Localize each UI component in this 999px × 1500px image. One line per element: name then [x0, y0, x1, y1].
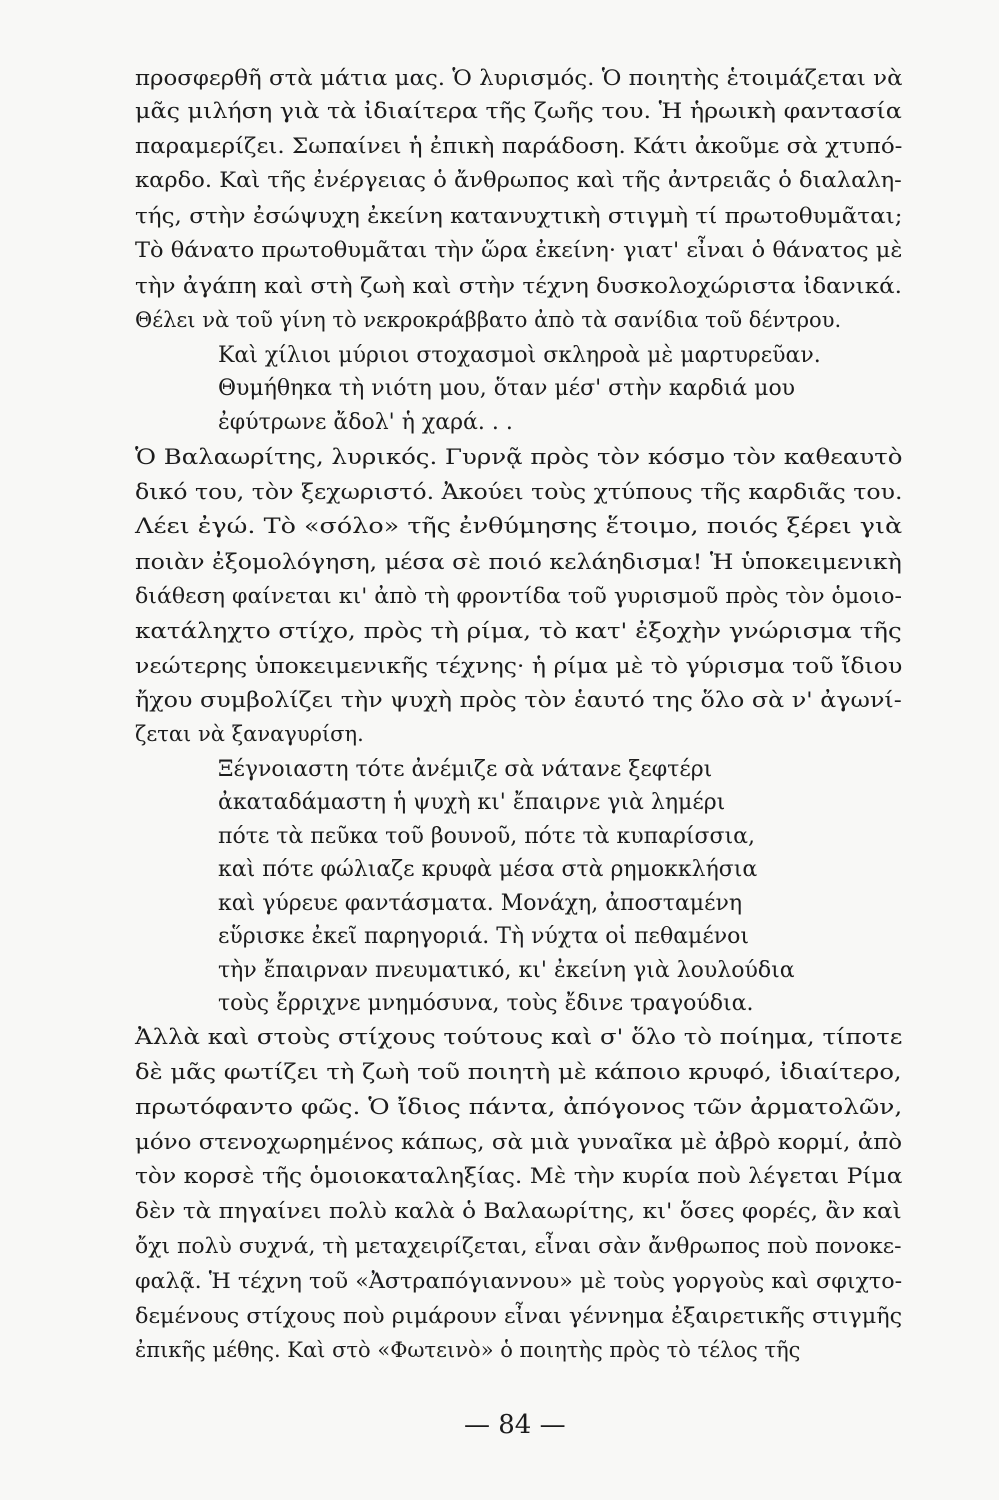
text-line: διάθεση φαίνεται κι' ἀπὸ τὴ φροντίδα τοῦ γυρισμοῦ πρὸς τὸν ὁμοιο- [135, 584, 902, 608]
verse-line: τὴν ἔπαιρναν πνευματικό, κι' ἐκείνη γιὰ λουλούδια [218, 958, 795, 983]
text-line: καρδο. Καὶ τῆς ἐνέργειας ὁ ἄνθρωπος καὶ τῆς ἀντρειᾶς ὁ διαλαλη- [135, 168, 902, 192]
verse-line: ἀκαταδάμαστη ἡ ψυχὴ κι' ἔπαιρνε γιὰ λημέρι [218, 790, 726, 815]
text-line: Τὸ θάνατο πρωτοθυμᾶται τὴν ὥρα ἐκείνη· γιατ' εἶναι ὁ θάνατος μὲ [135, 238, 903, 262]
text-line: ζεται νὰ ξαναγυρίση. [135, 722, 364, 746]
text-line: τὴν ἀγάπη καὶ στὴ ζωὴ καὶ στὴν τέχνη δυσκολοχώριστα ἰδανικά. [135, 274, 902, 298]
text-line: μόνο στενοχωρημένος κάπως, σὰ μιὰ γυναῖκα μὲ ἀβρὸ κορμί, ἀπὸ [135, 1130, 903, 1154]
text-line: Ὁ Βαλαωρίτης, λυρικός. Γυρνᾷ πρὸς τὸν κόσμο τὸν καθεαυτὸ [135, 445, 903, 469]
text-line: πρωτόφαντο φῶς. Ὁ ἴδιος πάντα, ἀπόγονος τῶν ἀρματολῶν, [135, 1095, 903, 1119]
text-line: δικό του, τὸν ξεχωριστό. Ἀκούει τοὺς χτύπους τῆς καρδιᾶς του. [135, 480, 903, 504]
text-line: δὲ μᾶς φωτίζει τὴ ζωὴ τοῦ ποιητὴ μὲ κάποιο κρυφό, ἰδιαίτερο, [135, 1060, 902, 1084]
verse-line: Ξέγνοιαστη τότε ἀνέμιζε σὰ νάτανε ξεφτέρι [218, 757, 713, 782]
text-line: δὲν τὰ πηγαίνει πολὺ καλὰ ὁ Βαλαωρίτης, κι' ὅσες φορές, ἂν καὶ [135, 1199, 902, 1223]
text-line: Λέει ἐγώ. Τὸ «σόλο» τῆς ἐνθύμησης ἕτοιμο, ποιός ξέρει γιὰ [135, 514, 903, 538]
text-line: τής, στὴν ἐσώψυχη ἐκείνη κατανυχτικὴ στιγμὴ τί πρωτοθυμᾶται; [135, 204, 903, 228]
verse-line: εὕρισκε ἐκεῖ παρηγοριά. Τὴ νύχτα οἱ πεθαμένοι [218, 924, 749, 949]
text-line: Θέλει νὰ τοῦ γίνη τὸ νεκροκράββατο ἀπὸ τὰ σανίδια τοῦ δέντρου. [135, 308, 842, 332]
text-line: δεμένους στίχους ποὺ ριμάρουν εἶναι γέννημα ἐξαιρετικῆς στιγμῆς [135, 1304, 903, 1328]
text-line: νεώτερης ὑποκειμενικῆς τέχνης· ἡ ρίμα μὲ τὸ γύρισμα τοῦ ἴδιου [135, 654, 903, 678]
verse-line: Καὶ χίλιοι μύριοι στοχασμοὶ σκληροὰ μὲ μαρτυρεῦαν. [218, 343, 821, 368]
verse-line: πότε τὰ πεῦκα τοῦ βουνοῦ, πότε τὰ κυπαρίσσια, [218, 824, 756, 849]
text-line: ὄχι πολὺ συχνά, τὴ μεταχειρίζεται, εἶναι σὰν ἄνθρωπος ποὺ πονοκε- [135, 1234, 902, 1258]
text-line: προσφερθῆ στὰ μάτια μας. Ὁ λυρισμός. Ὁ ποιητὴς ἑτοιμάζεται νὰ [135, 66, 903, 90]
text-line: Ἀλλὰ καὶ στοὺς στίχους τούτους καὶ σ' ὅλο τὸ ποίημα, τίποτε [135, 1025, 903, 1049]
page-number: — 84 — [464, 1410, 566, 1440]
text-line: ἤχου συμβολίζει τὴν ψυχὴ πρὸς τὸν ἑαυτό της ὅλο σὰ ν' ἀγωνί- [135, 688, 902, 712]
text-line: παραμερίζει. Σωπαίνει ἡ ἐπικὴ παράδοση. Κάτι ἀκοῦμε σὰ χτυπό- [135, 134, 903, 158]
text-line: ἐπικῆς μέθης. Καὶ στὸ «Φωτεινὸ» ὁ ποιητὴς πρὸς τὸ τέλος τῆς [135, 1338, 801, 1362]
verse-line: τοὺς ἔρριχνε μνημόσυνα, τοὺς ἔδινε τραγούδια. [218, 991, 754, 1016]
verse-line: καὶ γύρευε φαντάσματα. Μονάχη, ἀποσταμένη [218, 891, 743, 916]
verse-line: καὶ πότε φώλιαζε κρυφὰ μέσα στὰ ρημοκκλήσια [218, 857, 758, 882]
text-line: κατάληχτο στίχο, πρὸς τὴ ρίμα, τὸ κατ' ἐξοχὴν γνώρισμα τῆς [135, 619, 902, 643]
text-line: μᾶς μιλήση γιὰ τὰ ἰδιαίτερα τῆς ζωῆς του. Ἡ ἡρωικὴ φαντασία [135, 99, 902, 123]
verse-line: ἐφύτρωνε ἄδολ' ἡ χαρά. . . [218, 410, 513, 435]
verse-line: Θυμήθηκα τὴ νιότη μου, ὅταν μέσ' στὴν καρδιά μου [218, 376, 796, 401]
text-line: τὸν κορσὲ τῆς ὁμοιοκαταληξίας. Μὲ τὴν κυρία ποὺ λέγεται Ρίμα [135, 1164, 903, 1188]
text-line: ποιὰν ἐξομολόγηση, μέσα σὲ ποιό κελάηδισμα! Ἡ ὑποκειμενικὴ [135, 550, 902, 574]
text-line: φαλᾷ. Ἡ τέχνη τοῦ «Ἀστραπόγιαννου» μὲ τοὺς γοργοὺς καὶ σφιχτο- [135, 1269, 903, 1293]
